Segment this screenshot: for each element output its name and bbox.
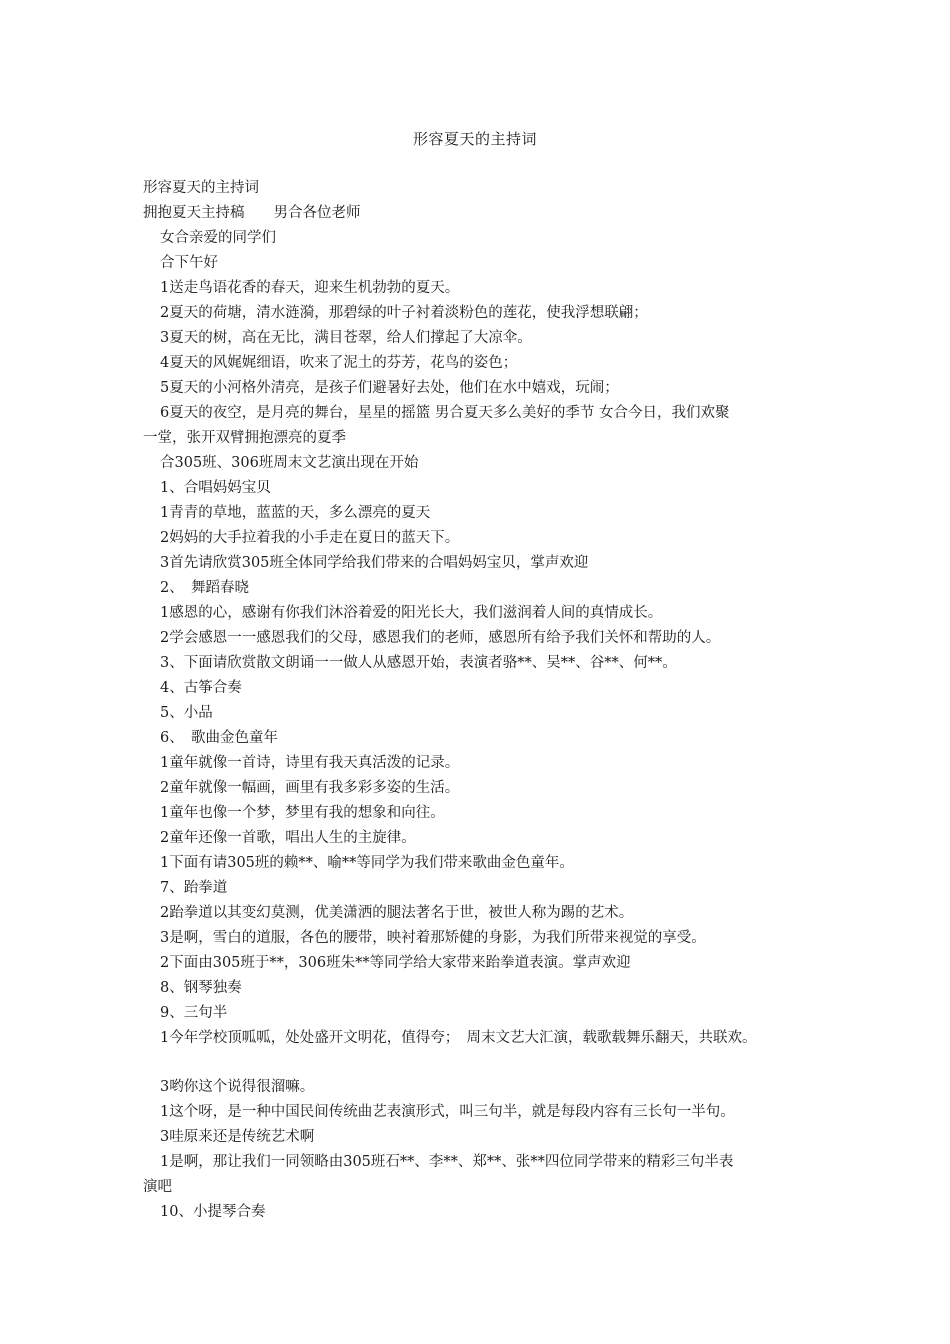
document-title: 形容夏天的主持词 — [412, 130, 537, 148]
paragraph-line: 1童年就像一首诗，诗里有我天真活泼的记录。 — [160, 755, 460, 771]
paragraph-line: 9、三句半 — [160, 1005, 228, 1021]
paragraph-line: 4夏天的风娓娓细语，吹来了泥土的芬芳，花鸟的姿色； — [160, 355, 518, 371]
paragraph-line: 2夏天的荷塘，清水涟漪，那碧绿的叶子衬着淡粉色的莲花，使我浮想联翩； — [160, 305, 648, 321]
paragraph-line: 10、小提琴合奏 — [160, 1204, 266, 1220]
paragraph-line: 形容夏天的主持词 — [143, 180, 259, 196]
paragraph-line: 5夏天的小河格外清亮，是孩子们避暑好去处，他们在水中嬉戏，玩闹； — [160, 380, 619, 396]
paragraph-line: 2童年就像一幅画，画里有我多彩多姿的生活。 — [160, 780, 460, 796]
paragraph-line: 6、 歌曲金色童年 — [160, 730, 278, 746]
paragraph-line: 3首先请欣赏305班全体同学给我们带来的合唱妈妈宝贝，掌声欢迎 — [160, 555, 589, 571]
paragraph-line: 1感恩的心，感谢有你我们沐浴着爱的阳光长大，我们滋润着人间的真情成长。 — [160, 605, 663, 621]
paragraph-line: 3夏天的树，高在无比，满目苍翠，给人们撑起了大凉伞。 — [160, 330, 532, 346]
paragraph-line: 1青青的草地，蓝蓝的天，多么漂亮的夏天 — [160, 505, 431, 521]
paragraph-line: 演吧 — [143, 1179, 172, 1195]
paragraph-line: 拥抱夏天主持稿 男合各位老师 — [143, 205, 361, 221]
paragraph-line: 3哇原来还是传统艺术啊 — [160, 1129, 315, 1145]
paragraph-line: 1送走鸟语花香的春天，迎来生机勃勃的夏天。 — [160, 280, 460, 296]
paragraph-line: 2下面由305班于**，306班朱**等同学给大家带来跆拳道表演。掌声欢迎 — [160, 955, 631, 971]
paragraph-line: 3是啊，雪白的道服，各色的腰带，映衬着那矫健的身影，为我们所带来视觉的享受。 — [160, 930, 706, 946]
paragraph-line: 2妈妈的大手拉着我的小手走在夏日的蓝天下。 — [160, 530, 460, 546]
paragraph-line: 1是啊，那让我们一同领略由305班石**、李**、郑**、张**四位同学带来的精彩三句半表 — [160, 1154, 734, 1170]
paragraph-line: 3哟你这个说得很溜嘛。 — [160, 1079, 315, 1095]
document-body — [143, 176, 823, 1225]
paragraph-line: 1这个呀，是一种中国民间传统曲艺表演形式，叫三句半，就是每段内容有三长句一半句。 — [160, 1104, 735, 1120]
paragraph-line: 2学会感恩一一感恩我们的父母，感恩我们的老师，感恩所有给予我们关怀和帮助的人。 — [160, 630, 721, 646]
paragraph-line: 7、跆拳道 — [160, 880, 228, 896]
paragraph-line: 5、小品 — [160, 705, 213, 721]
blank-line — [143, 1051, 823, 1075]
paragraph-line: 合305班、306班周末文艺演出现在开始 — [160, 455, 419, 471]
paragraph-line: 3、下面请欣赏散文朗诵一一做人从感恩开始，表演者骆**、吴**、谷**、何**。 — [160, 655, 677, 671]
paragraph-line: 4、古筝合奏 — [160, 680, 242, 696]
paragraph-line: 2、 舞蹈春晓 — [160, 580, 249, 596]
paragraph-line: 1下面有请305班的赖**、喻**等同学为我们带来歌曲金色童年。 — [160, 855, 574, 871]
paragraph-line: 一堂，张开双臂拥抱漂亮的夏季 — [143, 430, 346, 446]
paragraph-line: 2童年还像一首歌，唱出人生的主旋律。 — [160, 830, 416, 846]
paragraph-line: 1童年也像一个梦，梦里有我的想象和向往。 — [160, 805, 445, 821]
paragraph-line: 6夏天的夜空，是月亮的舞台，星星的摇篮 男合夏天多么美好的季节 女合今日，我们欢聚 — [160, 405, 730, 421]
paragraph-line: 女合亲爱的同学们 — [160, 230, 276, 246]
paragraph-line: 合下午好 — [160, 255, 218, 271]
paragraph-line: 8、钢琴独奏 — [160, 980, 242, 996]
paragraph-line: 1今年学校顶呱呱，处处盛开文明花，值得夸； 周末文艺大汇演，载歌载舞乐翻天，共联欢。 — [160, 1030, 757, 1046]
paragraph-line: 2跆拳道以其变幻莫测，优美潇洒的腿法著名于世，被世人称为踢的艺术。 — [160, 905, 634, 921]
paragraph-line: 1、合唱妈妈宝贝 — [160, 480, 271, 496]
